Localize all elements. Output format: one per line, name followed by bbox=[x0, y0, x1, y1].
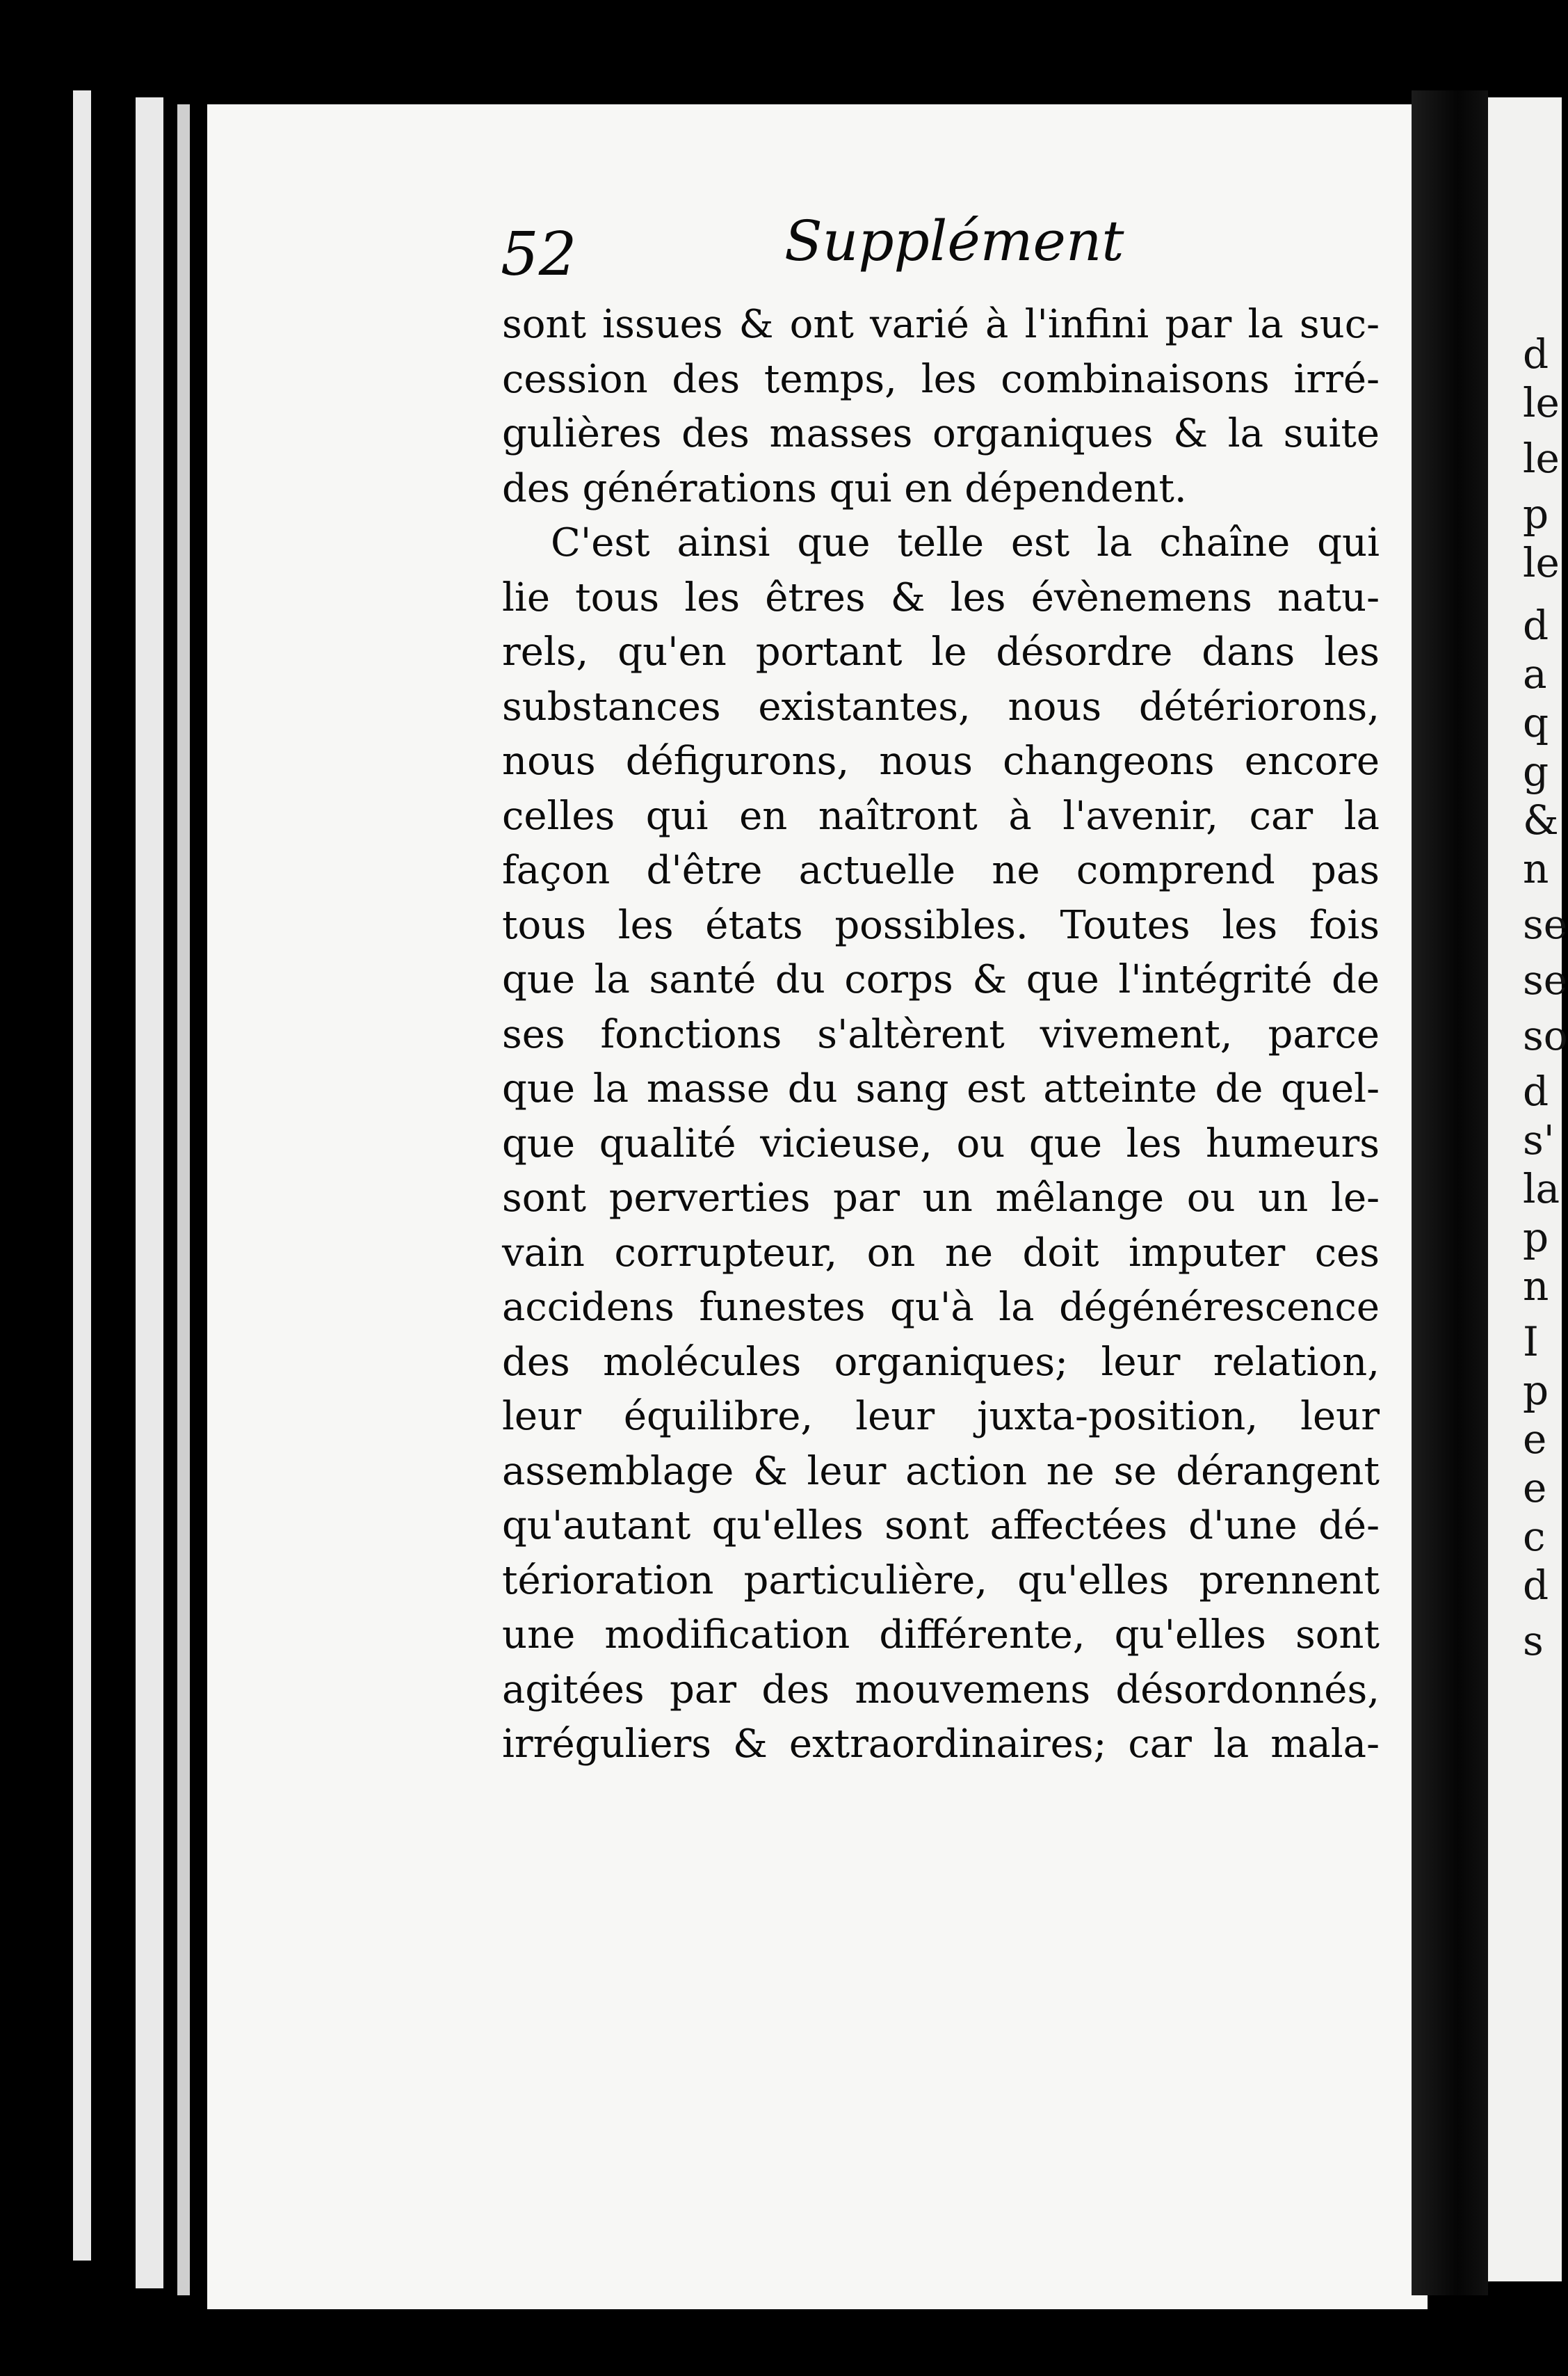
facing-line-start: le bbox=[1523, 539, 1560, 586]
running-title: Supplément bbox=[784, 209, 1124, 273]
facing-line-start: d bbox=[1523, 602, 1549, 649]
facing-line-start: p bbox=[1523, 1214, 1549, 1261]
text-line: vain corrupteur, on ne doit imputer ces bbox=[502, 1230, 1380, 1276]
facing-line-start: se bbox=[1523, 956, 1568, 1004]
facing-line-start: p bbox=[1523, 490, 1549, 538]
facing-line-start: g bbox=[1523, 748, 1549, 795]
text-line: rels, qu'en portant le désordre dans les bbox=[502, 629, 1380, 675]
facing-line-start: le bbox=[1523, 435, 1560, 482]
facing-line-start: a bbox=[1523, 650, 1547, 698]
facing-line-start: q bbox=[1523, 699, 1549, 746]
body-text bbox=[502, 298, 1380, 1772]
text-line: cession des temps, les combinaisons irré- bbox=[502, 356, 1380, 402]
text-line: gulières des masses organiques & la suite bbox=[502, 411, 1380, 456]
page-edge bbox=[177, 104, 190, 2295]
facing-line-start: so bbox=[1523, 1012, 1568, 1059]
facing-line-start: I bbox=[1523, 1318, 1539, 1365]
text-line: façon d'être actuelle ne comprend pas bbox=[502, 848, 1380, 893]
facing-page bbox=[1488, 97, 1568, 2281]
text-line: des molécules organiques; leur relation, bbox=[502, 1339, 1380, 1385]
facing-line-start: la bbox=[1523, 1165, 1560, 1212]
page-edge bbox=[73, 90, 91, 2261]
text-line: celles qui en naîtront à l'avenir, car la bbox=[502, 793, 1380, 839]
text-line: nous défigurons, nous changeons encore bbox=[502, 739, 1380, 784]
text-line: irréguliers & extraordinaires; car la mala- bbox=[502, 1721, 1380, 1767]
facing-line-start: d bbox=[1523, 330, 1549, 378]
text-line: tous les états possibles. Toutes les fois bbox=[502, 902, 1380, 948]
page-edge bbox=[136, 97, 163, 2288]
text-line: substances existantes, nous détériorons, bbox=[502, 684, 1380, 730]
text-line: qu'autant qu'elles sont affectées d'une dé- bbox=[502, 1503, 1380, 1548]
facing-line-start: d bbox=[1523, 1068, 1549, 1115]
facing-line-start: e bbox=[1523, 1415, 1547, 1463]
text-line: accidens funestes qu'à la dégénérescence bbox=[502, 1285, 1380, 1330]
text-line: térioration particulière, qu'elles prennent bbox=[502, 1557, 1380, 1603]
text-line: assemblage & leur action ne se dérangent bbox=[502, 1448, 1380, 1494]
text-line: sont issues & ont varié à l'infini par la suc- bbox=[502, 302, 1380, 347]
facing-line-start: le bbox=[1523, 379, 1560, 426]
text-line: que la masse du sang est atteinte de quel- bbox=[502, 1066, 1380, 1111]
text-line: C'est ainsi que telle est la chaîne qui bbox=[551, 520, 1380, 565]
facing-line-start: e bbox=[1523, 1464, 1547, 1511]
text-line: que la santé du corps & que l'intégrité de bbox=[502, 957, 1380, 1002]
facing-line-start: s' bbox=[1523, 1116, 1555, 1164]
page-header bbox=[292, 209, 1377, 292]
facing-line-start: s bbox=[1523, 1617, 1544, 1664]
facing-line-start: n bbox=[1523, 1262, 1549, 1310]
facing-line-start: n bbox=[1523, 845, 1549, 892]
page-number: 52 bbox=[501, 220, 577, 289]
text-line: leur équilibre, leur juxta-position, leur bbox=[502, 1394, 1380, 1439]
facing-line-start: p bbox=[1523, 1367, 1549, 1414]
text-line: lie tous les êtres & les évènemens natu- bbox=[502, 575, 1380, 620]
book-binding bbox=[1412, 90, 1488, 2295]
text-line: sont perverties par un mêlange ou un le- bbox=[502, 1175, 1380, 1221]
text-line: des générations qui en dépendent. bbox=[502, 465, 1187, 511]
facing-line-start: c bbox=[1523, 1513, 1546, 1560]
facing-line-start: se bbox=[1523, 901, 1568, 948]
text-line: que qualité vicieuse, ou que les humeurs bbox=[502, 1121, 1380, 1166]
facing-line-start: & bbox=[1523, 796, 1559, 844]
facing-line-start: d bbox=[1523, 1562, 1549, 1609]
text-line: agitées par des mouvemens désordonnés, bbox=[502, 1667, 1380, 1712]
text-line: ses fonctions s'altèrent vivement, parce bbox=[502, 1011, 1380, 1057]
text-line: une modification différente, qu'elles sont bbox=[502, 1612, 1380, 1657]
